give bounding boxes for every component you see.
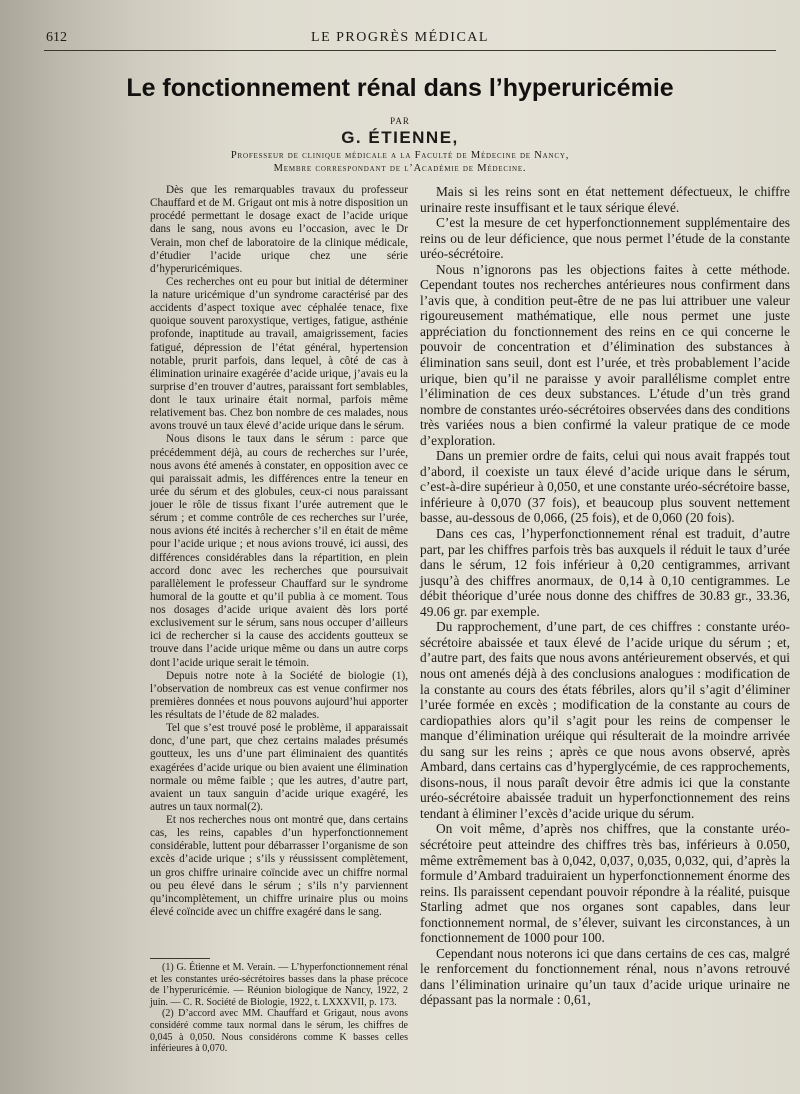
page-number: 612 xyxy=(46,30,67,45)
paragraph: Dans ces cas, l’hyperfonctionnement rénal est traduit, d’autre part, par les chiffres parfois très bas auxquels il réduit le taux d’urée dans le sérum, 12 fois inférieur à 0,20 centigrammes, arrivant jusqu’à des chiffres anormaux, de 0,14 à 0,10 centigrammes. Le débit théorique d’urée nous donne des chiffres de 30.83 gr., 33.36, 49.06 gr. par exemple. xyxy=(420,526,790,619)
running-title: LE PROGRÈS MÉDICAL xyxy=(311,30,489,45)
footnote: (1) G. Étienne et M. Verain. — L’hyperfonctionnement rénal et les constantes uréo-sécrétoires basses dans la phase précoce de l’hyperuricémie. — Réunion biologique de Nancy, 1922, 2 juin. — C. R. Société de Biologie, 1922, t. LXXXVII, p. 173. xyxy=(150,962,408,1008)
paragraph: Et nos recherches nous ont montré que, dans certains cas, les reins, capables d’un hyperfonctionnement considérable, luttent pour débarrasser l’organisme de son excès d’acide urique ; s’ils y réussissent complètement, un gros chiffre urinaire coïncide avec un chiffre normal ou peu élevé dans le sérum ; s’ils n’y parviennent qu’incomplètement, un chiffre urinaire plus ou moins élevé coïncide avec un chiffre exagéré dans le sang. xyxy=(150,814,408,918)
header-rule xyxy=(44,50,776,51)
author-affiliation-line-2: Membre correspondant de l’Académie de Médecine. xyxy=(273,163,527,174)
footnote: (2) D’accord avec MM. Chauffard et Grigaut, nous avons considéré comme taux normal dans le sérum, les chiffres de 0,045 à 0,050. Nous considérons comme K basses celles inférieures à 0,070. xyxy=(150,1008,408,1055)
body-column-left xyxy=(150,184,408,919)
byline-label: PAR xyxy=(390,116,410,126)
page-header xyxy=(0,30,800,50)
paragraph: Nous disons le taux dans le sérum : parce que précédemment déjà, au cours de recherches sur l’urée, nous avons été amenés à constater, en opposition avec ce qui paraissait admis, les différences entre la teneur en urée du sérum et des globules, ceux-ci nous paraissant jouer le rôle de tissus fixant l’urée autrement que le sérum ; et comme contrôle de ces recherches sur l’urée, nous avions été incités à rechercher s’il en était de même pour l’acide urique ; et nous avions trouvé, ici aussi, des différences considérables dans la répartition, en plein accord donc avec les recherches que poursuivait parallèlement le professeur Chauffard sur le syndrome humoral de la goutte et qu’il publia à ce moment. Tous nos dosages d’acide urique avaient dès lors porté exclusivement sur le sérum, sans nous occuper d’ailleurs ici de rechercher si la cause des accidents goutteux se trouve dans l’acide urique même ou dans un autre corps dont l’acide urique serait le témoin. xyxy=(150,433,408,669)
paragraph: Dans un premier ordre de faits, celui qui nous avait frappés tout d’abord, il coexiste un taux élevé d’acide urique dans le sérum, c’est-à-dire supérieur à 0,050, et une constante uréo-sécrétoire basse, inférieure à 0,070 (37 fois), et beaucoup plus souvent nettement basse, au-dessous de 0,066, (25 fois), et de 0,060 (20 fois). xyxy=(420,448,790,526)
author-name: G. ÉTIENNE, xyxy=(341,128,459,147)
paragraph: Dès que les remarquables travaux du professeur Chauffard et de M. Grigaut ont mis à notre disposition un procédé permettant le dosage exact de l’acide urique dans le sang, nous avons eu l’occasion, avec le Dr Verain, mon chef de laboratoire de la clinique médicale, d’étudier l’acide urique chez une série d’hyperuricémiques. xyxy=(150,184,408,275)
paragraph: Du rapprochement, d’une part, de ces chiffres : constante uréo-sécrétoire abaissée et taux élevé de l’acide urique du sérum ; et, d’autre part, des faits que nous avons antérieurement observés, et qui nous ont amenés déjà à des conclusions analogues : modification de la constante au cours des états fébriles, alors qu’il s’agit d’éliminer l’urée formée en excès ; modification de la constante au cours de cardiopathies alors qu’il s’agit pour les reins de compenser le manque d’élimination uréique qui résulterait de la moindre arrivée du sang sur les reins ; après ce que nous avons observé, après Ambard, dans certains cas d’hyperglycémie, de ces rapprochements, disons-nous, il nous paraît devoir être admis ici que la constante uréo-sécrétoire abaissée traduit un hyperfonctionnement des reins tendant à éliminer l’excès d’acide urique du sérum. xyxy=(420,619,790,821)
footnote-rule xyxy=(150,958,210,959)
paragraph: Ces recherches ont eu pour but initial de déterminer la nature uricémique d’un syndrome caractérisé par des accidents d’aspect toxique avec céphalée tenace, fixe quoique souvent paroxystique, vertiges, fatigue, asthénie profonde, inaptitude au travail, amaigrissement, facies fatigué, dépression de l’état général, hypertension notable, prurit parfois, dans lequel, à côté de cas à élimination urinaire exagérée d’acide urique, j’avais eu la surprise d’en trouver d’autres, paraissant fort semblables, dont le taux urinaire était normal, parfois même relativement bas. Chez bon nombre de ces malades, nous avons trouvé un taux élevé d’acide urique dans le sérum. xyxy=(150,275,408,433)
paragraph: Cependant nous noterons ici que dans certains de ces cas, malgré le renforcement du fonctionnement rénal, nous n’avons retrouvé dans l’élimination urinaire qu’un taux d’acide urique urinaire ne dépassant pas la normale : 0,61, xyxy=(420,945,790,1008)
article-title: Le fonctionnement rénal dans l’hyperuricémie xyxy=(126,74,674,102)
paragraph: Tel que s’est trouvé posé le problème, il apparaissait donc, d’une part, que chez certains malades présumés goutteux, les uns d’une part éliminaient des quantités exagérées d’acide urique ou bien avaient une élimination normale ou même faible ; que les autres, d’autre part, avaient un taux sanguin d’acide urique exagéré, les autres un taux normal(2). xyxy=(150,722,408,813)
paragraph: Depuis notre note à la Société de biologie (1), l’observation de nombreux cas est venue confirmer nos premières données et nous pouvons aujourd’hui apporter les résultats de l’étude de 82 malades. xyxy=(150,669,408,721)
body-column-right xyxy=(420,184,790,1008)
paragraph: Nous n’ignorons pas les objections faites à cette méthode. Cependant toutes nos recherches antérieures nous confirment dans l’avis que, à condition peut-être de ne pas lui attribuer une valeur rigoureusement mathématique, elle nous permet une juste appréciation du fonctionnement des reins en ce qui concerne le pouvoir de concentration et d’élimination des substances à élimination sans seuil, dont est l’urée, et très probablement l’acide urique, bien qu’il ne paraisse y avoir parallélisme complet entre l’élimination de ces deux substances. L’étude d’un très grand nombre de constantes uréo-sécrétoires observées dans des conditions très variées nous a bien confirmé la valeur pratique de ce mode d’exploration. xyxy=(420,261,790,448)
footnotes xyxy=(150,962,408,1055)
paragraph: Mais si les reins sont en état nettement défectueux, le chiffre urinaire reste insuffisant et le taux sérique élevé. xyxy=(420,184,790,215)
paragraph: On voit même, d’après nos chiffres, que la constante uréo-sécrétoire peut atteindre des chiffres très bas, inférieurs à 0.050, même extrêmement bas à 0,042, 0,037, 0,035, 0,032, qui, d’après la formule d’Ambard traduiraient un hyperfonctionnement énorme des reins. Ils paraissent cependant pouvoir répondre à la réalité, puisque Starling admet que nos organes sont capables, dans leur fonctionnement normal, de s’élever, suivant les circonstances, à un fonctionnement de 1000 pour 100. xyxy=(420,821,790,946)
author-affiliation-line-1: Professeur de clinique médicale a la Faculté de Médecine de Nancy, xyxy=(230,150,570,161)
paragraph: C’est la mesure de cet hyperfonctionnement supplémentaire des reins ou de leur déficience, que nous permet l’étude de la constante uréo-sécrétoire. xyxy=(420,215,790,262)
